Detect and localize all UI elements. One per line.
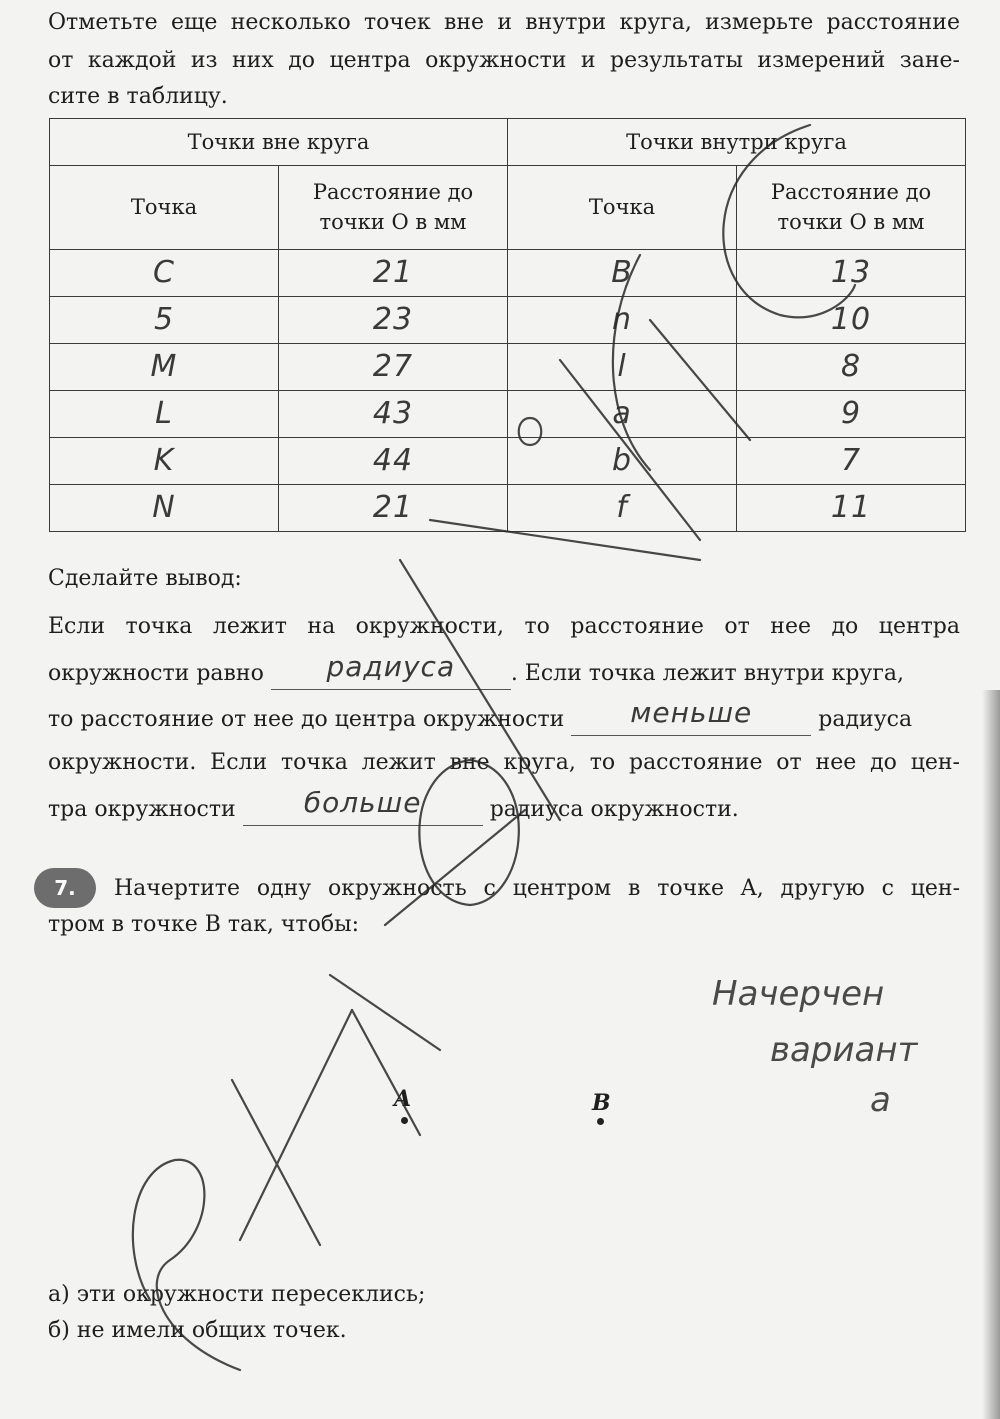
inside-distance: 8 <box>737 343 966 390</box>
inside-distance: 7 <box>737 437 966 484</box>
outside-distance: 44 <box>279 437 508 484</box>
point-a-label: A <box>394 1086 412 1112</box>
inside-point: b <box>508 437 737 484</box>
handwritten-note-line-1: Начерчен <box>712 974 885 1014</box>
answer-blank-equal[interactable]: радиуса <box>271 656 511 690</box>
point-b-label: B <box>592 1090 611 1116</box>
outside-point: L <box>50 390 279 437</box>
table-row <box>50 390 966 437</box>
inside-point: B <box>508 249 737 296</box>
outside-point: M <box>50 343 279 390</box>
col-point-header: Точка <box>508 166 737 250</box>
col-point-header: Точка <box>50 166 279 250</box>
point-a-dot <box>401 1117 408 1124</box>
outside-distance: 21 <box>279 484 508 531</box>
page-edge-shadow <box>982 690 1000 1419</box>
conclusion-line-3: то расстояние от нее до центра окружности меньше радиуса <box>48 702 960 736</box>
inside-distance: 11 <box>737 484 966 531</box>
point-b-dot <box>597 1118 604 1125</box>
inside-distance: 13 <box>737 249 966 296</box>
inside-point: l <box>508 343 737 390</box>
outside-distance: 27 <box>279 343 508 390</box>
conclusion-heading: Сделайте вывод: <box>48 566 242 591</box>
task7-line-1: Начертите одну окружность с центром в точке A, другую с цен- <box>114 876 960 901</box>
col-distance-header: Расстояние до точки O в мм <box>737 166 966 250</box>
option-a: а) эти окружности пересеклись; <box>48 1282 426 1307</box>
outside-distance: 21 <box>279 249 508 296</box>
outside-distance: 23 <box>279 296 508 343</box>
conclusion-line-1: Если точка лежит на окружности, то расстояние от нее до центра <box>48 614 960 639</box>
outside-point: C <box>50 249 279 296</box>
answer-blank-outside[interactable]: больше <box>243 792 483 826</box>
answer-blank-inside[interactable]: меньше <box>571 702 811 736</box>
intro-line-1: Отметьте еще несколько точек вне и внутри круга, измерьте расстояние <box>48 10 960 35</box>
intro-line-3: сите в таблицу. <box>48 84 228 109</box>
conclusion-line-5: тра окружности больше радиуса окружности. <box>48 792 960 826</box>
outside-point: 5 <box>50 296 279 343</box>
table-row <box>50 484 966 531</box>
table-row <box>50 437 966 484</box>
outside-point: N <box>50 484 279 531</box>
outside-points-header: Точки вне круга <box>50 119 508 166</box>
col-distance-header: Расстояние до точки O в мм <box>279 166 508 250</box>
inside-point: f <box>508 484 737 531</box>
table-row <box>50 249 966 296</box>
conclusion-line-2: окружности равно радиуса . Если точка лежит внутри круга, <box>48 656 960 690</box>
intro-line-2: от каждой из них до центра окружности и результаты измерений зане- <box>48 48 960 73</box>
inside-points-header: Точки внутри круга <box>508 119 966 166</box>
inside-distance: 10 <box>737 296 966 343</box>
table-row <box>50 296 966 343</box>
task7-line-2: тром в точке B так, чтобы: <box>48 912 360 937</box>
measurement-table <box>49 118 966 532</box>
inside-point: a <box>508 390 737 437</box>
inside-distance: 9 <box>737 390 966 437</box>
table-row <box>50 343 966 390</box>
option-b: б) не имели общих точек. <box>48 1318 347 1343</box>
outside-distance: 43 <box>279 390 508 437</box>
conclusion-line-4: окружности. Если точка лежит вне круга, то расстояние от нее до цен- <box>48 750 960 775</box>
outside-point: K <box>50 437 279 484</box>
task-number-badge: 7. <box>34 868 96 908</box>
inside-point: n <box>508 296 737 343</box>
handwritten-note-line-3: а <box>870 1080 891 1120</box>
handwritten-note-line-2: вариант <box>770 1030 918 1070</box>
